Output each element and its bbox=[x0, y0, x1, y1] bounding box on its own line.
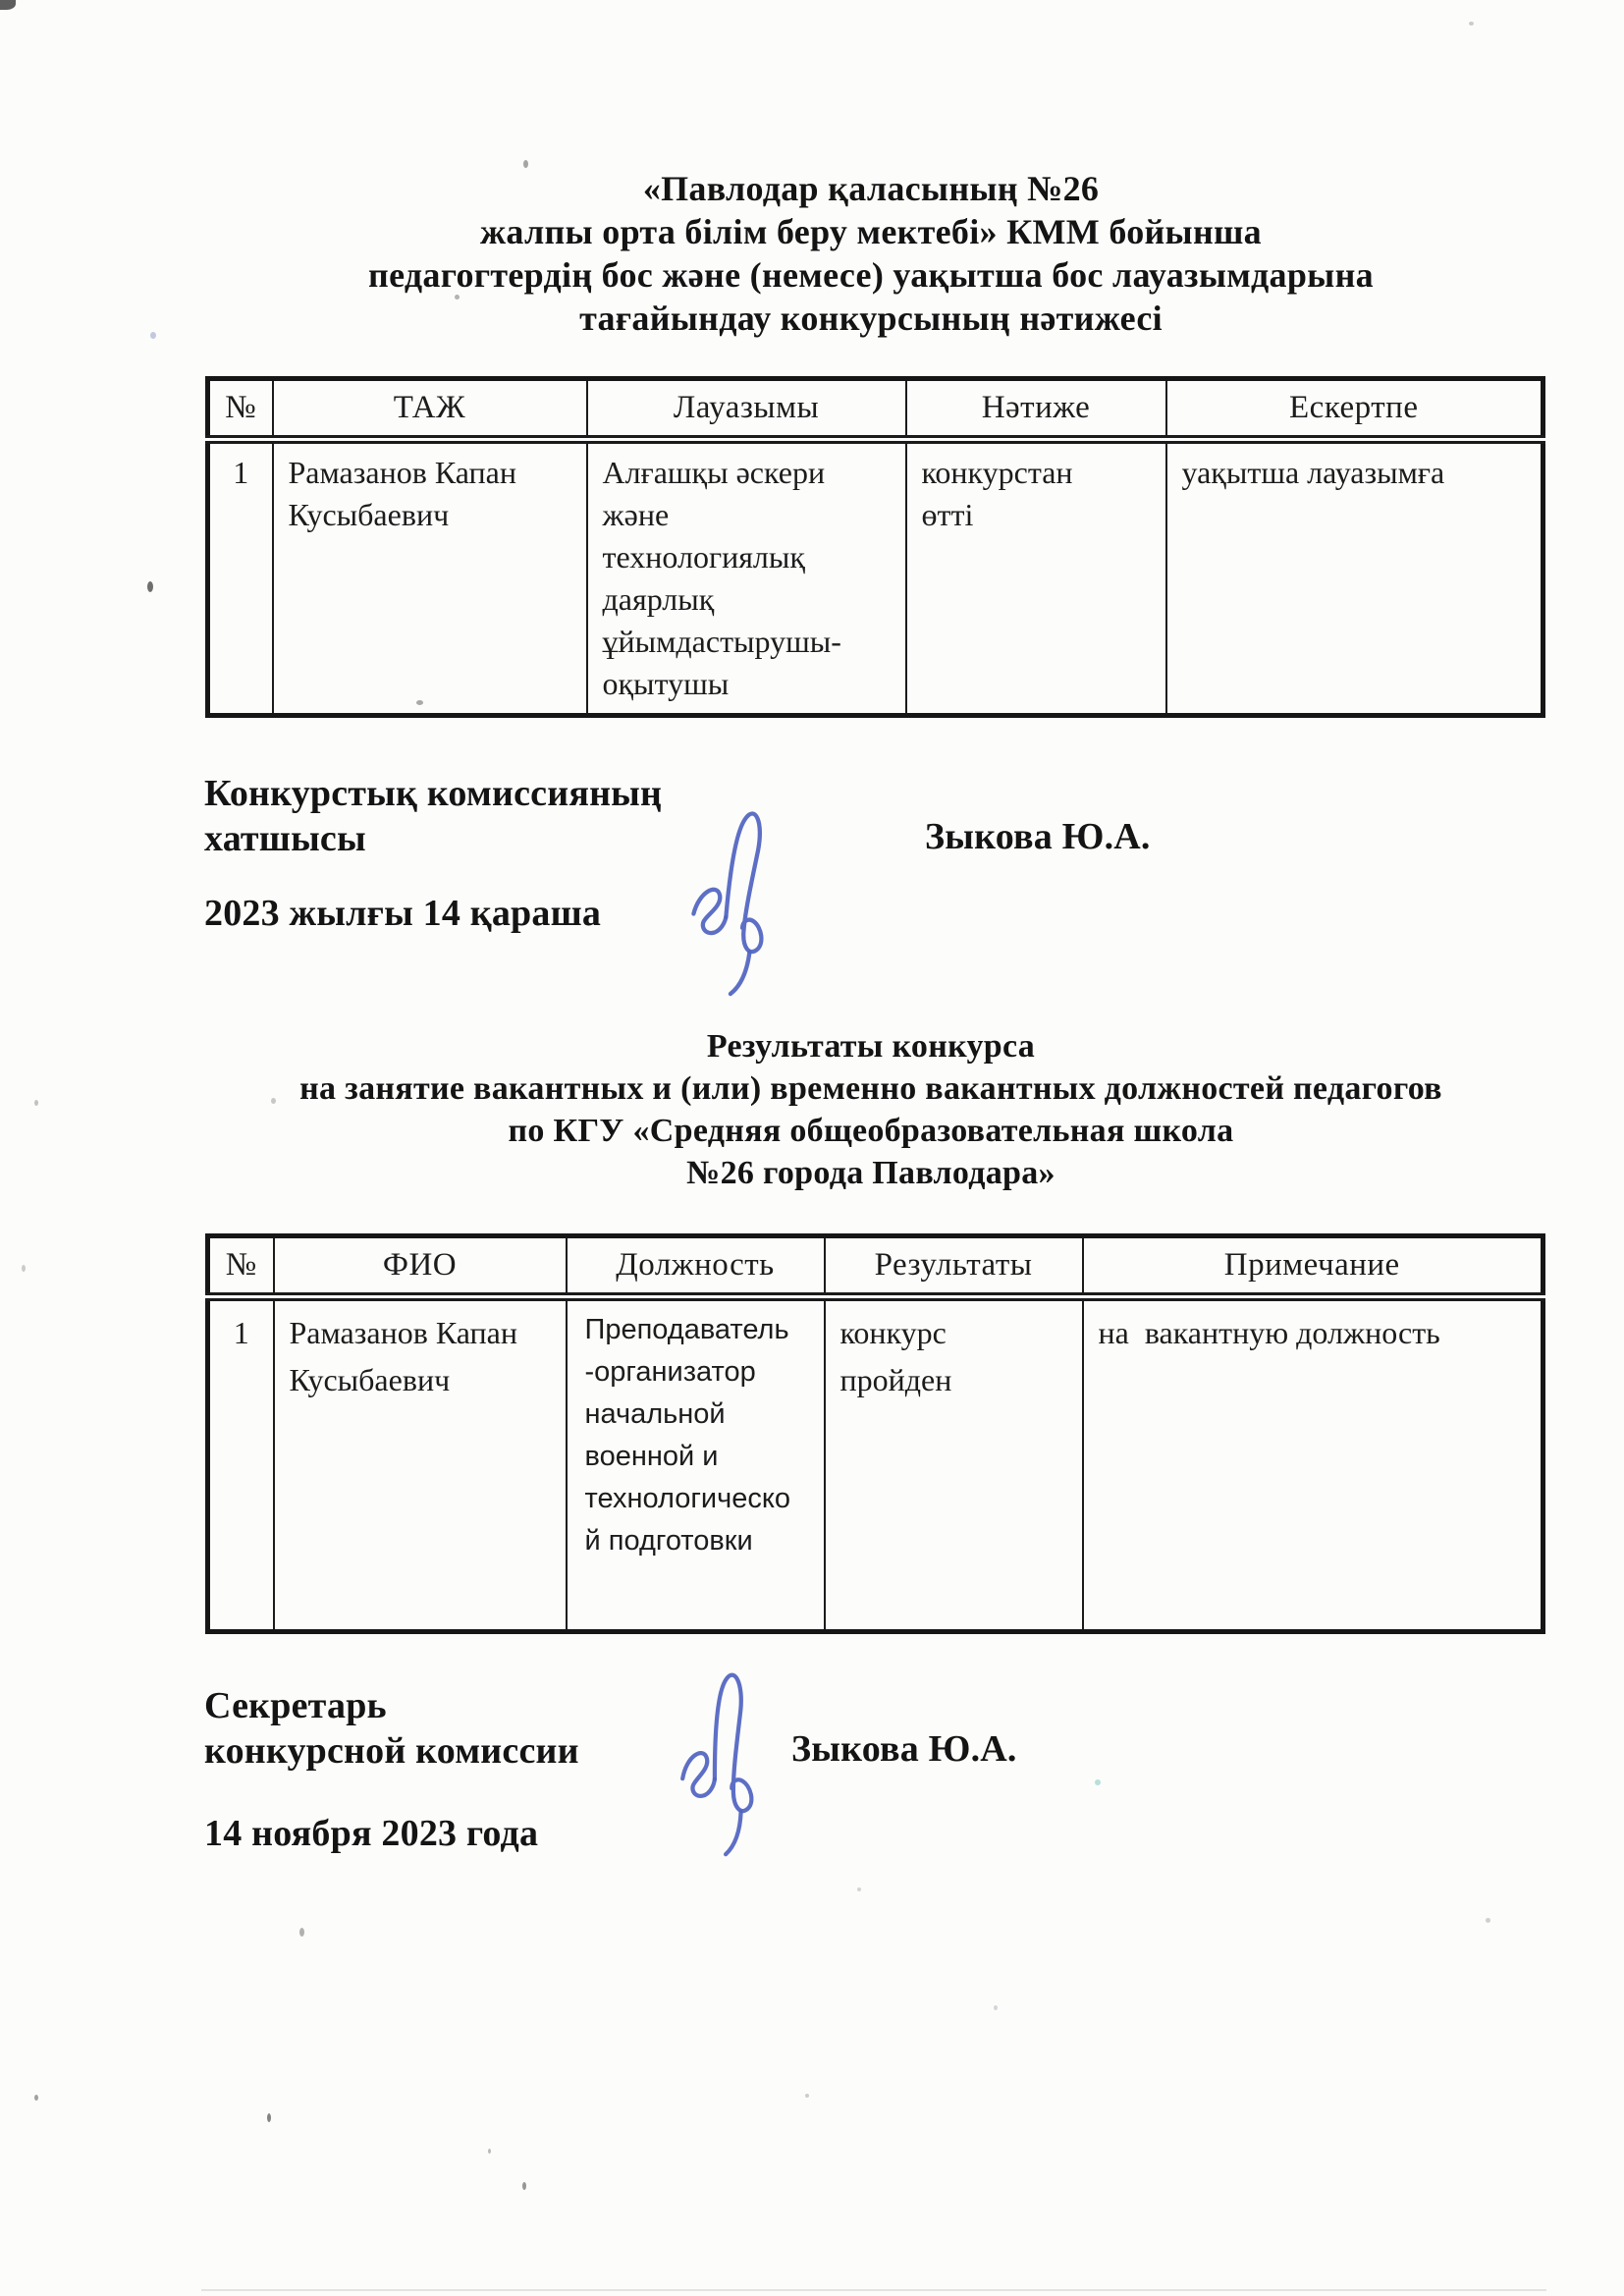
kz-col-header-name: ТАЖ bbox=[273, 379, 587, 440]
text-line: Кусыбаевич bbox=[289, 1362, 451, 1397]
text-line: Преподаватель bbox=[584, 1314, 789, 1345]
text-line: технологиялық bbox=[602, 539, 805, 574]
text-line: және bbox=[602, 497, 670, 532]
text-line: Алғашқы әскери bbox=[602, 455, 826, 490]
text-line: өтті bbox=[921, 497, 974, 532]
scan-speck bbox=[416, 700, 423, 705]
ru-signature-date: 14 ноября 2023 года bbox=[204, 1813, 539, 1854]
ru-results-table bbox=[205, 1233, 1545, 1634]
ru-table-row bbox=[208, 1297, 1543, 1632]
text-line: й подготовки bbox=[584, 1525, 753, 1557]
text-line: технологическо bbox=[584, 1483, 790, 1514]
ru-signature-block bbox=[204, 1683, 1017, 1856]
scan-speck bbox=[488, 2149, 491, 2154]
ru-signer-role-line: конкурсной комиссии bbox=[204, 1730, 579, 1772]
kz-title-line: педагогтердің бос және (немесе) уақытша бос лауазымдарына bbox=[368, 255, 1374, 295]
text-line: даярлық bbox=[602, 581, 715, 617]
scan-speck bbox=[523, 160, 528, 168]
scan-speck bbox=[267, 2113, 271, 2122]
ru-cell-position bbox=[567, 1297, 825, 1632]
kz-signature-block bbox=[204, 771, 1151, 936]
scan-edge-shadow bbox=[201, 2289, 1546, 2291]
text-line: оқытушы bbox=[602, 666, 730, 701]
ru-cell-result bbox=[825, 1297, 1083, 1632]
kz-col-header-result: Нәтиже bbox=[906, 379, 1166, 440]
scan-speck bbox=[522, 2182, 526, 2190]
kz-cell-result bbox=[906, 440, 1166, 716]
ru-col-header-note: Примечание bbox=[1083, 1236, 1543, 1297]
text-line: уақытша лауазымға bbox=[1181, 455, 1445, 490]
kz-table-header-row bbox=[208, 379, 1543, 440]
text-line: ұйымдастырушы- bbox=[602, 624, 841, 659]
kz-cell-note bbox=[1166, 440, 1543, 716]
text-line: военной и bbox=[584, 1441, 719, 1472]
scan-speck bbox=[34, 2095, 38, 2101]
ru-cell-note bbox=[1083, 1297, 1543, 1632]
ru-col-header-name: ФИО bbox=[274, 1236, 567, 1297]
handwritten-signature-ink bbox=[624, 1648, 802, 1877]
kz-cell-name bbox=[273, 440, 587, 716]
scan-speck bbox=[1095, 1779, 1101, 1785]
ru-col-header-result: Результаты bbox=[825, 1236, 1083, 1297]
text-line: конкурстан bbox=[921, 455, 1073, 490]
ru-cell-name bbox=[274, 1297, 567, 1632]
scan-speck bbox=[150, 332, 156, 339]
kz-signer-name: Зыкова Ю.А. bbox=[925, 816, 1151, 857]
scan-speck bbox=[34, 1100, 38, 1106]
kz-signer-role-line: хатшысы bbox=[204, 818, 366, 859]
ru-title-line: по КГУ «Средняя общеобразовательная школа bbox=[508, 1113, 1234, 1149]
ru-col-header-position: Должность bbox=[567, 1236, 825, 1297]
kz-title bbox=[118, 167, 1624, 340]
kz-results-table bbox=[205, 376, 1545, 718]
ru-table-header-row bbox=[208, 1236, 1543, 1297]
ru-title bbox=[118, 1025, 1624, 1194]
scan-speck bbox=[147, 581, 153, 592]
ru-title-line: на занятие вакантных и (или) временно вакантных должностей педагогов bbox=[299, 1070, 1442, 1107]
kz-col-header-position: Лауазымы bbox=[587, 379, 906, 440]
text-line: Рамазанов Капан bbox=[288, 455, 516, 490]
text-line: начальной bbox=[584, 1398, 726, 1430]
scan-speck bbox=[857, 1887, 861, 1891]
text-line: конкурс bbox=[839, 1315, 947, 1350]
ru-col-header-num: № bbox=[208, 1236, 274, 1297]
scan-speck bbox=[994, 2005, 998, 2010]
scan-speck bbox=[1486, 1918, 1490, 1923]
ru-signer-name: Зыкова Ю.А. bbox=[791, 1728, 1017, 1770]
kz-signer-role-line: Конкурстық комиссияның bbox=[204, 773, 663, 814]
scan-speck bbox=[22, 1265, 26, 1272]
scan-speck bbox=[299, 1928, 304, 1937]
text-line: Кусыбаевич bbox=[288, 497, 450, 532]
ru-cell-num: 1 bbox=[208, 1297, 274, 1632]
kz-cell-position bbox=[587, 440, 906, 716]
text-line: пройден bbox=[839, 1362, 952, 1397]
text-line: Рамазанов Капан bbox=[289, 1315, 517, 1350]
ru-title-line: Результаты конкурса bbox=[706, 1028, 1036, 1065]
kz-cell-num: 1 bbox=[208, 440, 273, 716]
scan-speck bbox=[805, 2094, 809, 2098]
ru-title-line: №26 города Павлодара» bbox=[686, 1155, 1056, 1191]
kz-title-line: тағайындау конкурсының нәтижесі bbox=[579, 299, 1163, 338]
text-line: на вакантную должность bbox=[1098, 1315, 1440, 1350]
kz-col-header-note: Ескертпе bbox=[1166, 379, 1543, 440]
kz-col-header-num: № bbox=[208, 379, 273, 440]
kz-table-row bbox=[208, 440, 1543, 716]
scan-speck bbox=[455, 295, 460, 300]
ru-signer-role-line: Секретарь bbox=[204, 1685, 387, 1726]
kz-signature-date: 2023 жылғы 14 қараша bbox=[204, 893, 602, 934]
handwritten-signature-ink bbox=[651, 788, 803, 1011]
text-line: -организатор bbox=[584, 1356, 756, 1388]
kz-title-line: «Павлодар қаласының №26 bbox=[642, 169, 1100, 208]
scan-speck bbox=[271, 1098, 276, 1104]
scan-speck bbox=[0, 0, 16, 10]
kz-title-line: жалпы орта білім беру мектебі» КММ бойынша bbox=[480, 212, 1262, 251]
scan-speck bbox=[1469, 22, 1474, 26]
